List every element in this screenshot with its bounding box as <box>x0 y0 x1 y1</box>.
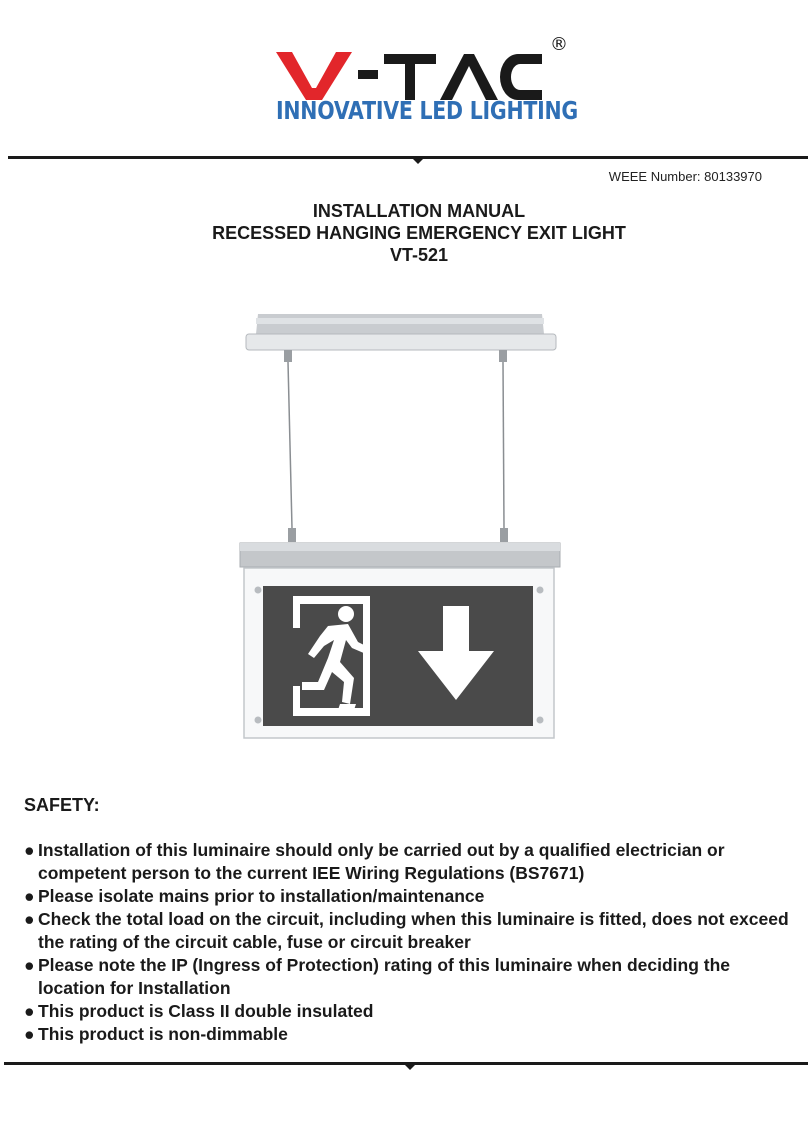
bullet-icon: ● <box>24 955 35 975</box>
list-item: ● Please isolate mains prior to installation/maintenance <box>24 886 485 906</box>
brand-tagline: INNOVATIVE LED LIGHTING <box>276 96 579 125</box>
title-model-number: VT-521 <box>389 245 449 265</box>
bullet-icon: ● <box>24 840 35 860</box>
logo-t-stem <box>405 54 415 100</box>
safety-heading: SAFETY: <box>24 795 100 815</box>
title-product-name: RECESSED HANGING EMERGENCY EXIT LIGHT <box>212 223 626 243</box>
list-item: ● This product is Class II double insulated <box>24 1001 374 1021</box>
safety-list <box>24 839 794 1046</box>
logo-a-shape <box>440 54 498 100</box>
logo-c-shape <box>500 54 542 100</box>
logo-dash <box>358 70 378 79</box>
bullet-icon: ● <box>24 1024 35 1044</box>
title-installation-manual: INSTALLATION MANUAL <box>312 201 526 221</box>
bullet-icon: ● <box>24 909 35 929</box>
list-item: ● This product is non-dimmable <box>24 1024 288 1044</box>
sign-panel <box>263 586 533 726</box>
list-item: ● Please note the IP (Ingress of Protection) rating of this luminaire when deciding the location for Installation <box>24 955 731 998</box>
weee-number: WEEE Number: 80133970 <box>608 169 762 184</box>
list-item: ● Installation of this luminaire should only be carried out by a qualified electrician or competent person to the current IEE Wiring Regulations (BS7671) <box>24 840 725 883</box>
list-item: ● Check the total load on the circuit, including when this luminaire is fitted, does not exceed the rating of the circuit cable, fuse or circuit breaker <box>24 909 789 952</box>
exit-sign-illustration <box>236 306 566 756</box>
bullet-icon: ● <box>24 886 35 906</box>
bottom-divider <box>4 1062 808 1065</box>
registered-mark: ® <box>550 34 568 55</box>
document-titles <box>0 200 808 266</box>
bullet-icon: ● <box>24 1001 35 1021</box>
top-divider <box>8 156 808 159</box>
